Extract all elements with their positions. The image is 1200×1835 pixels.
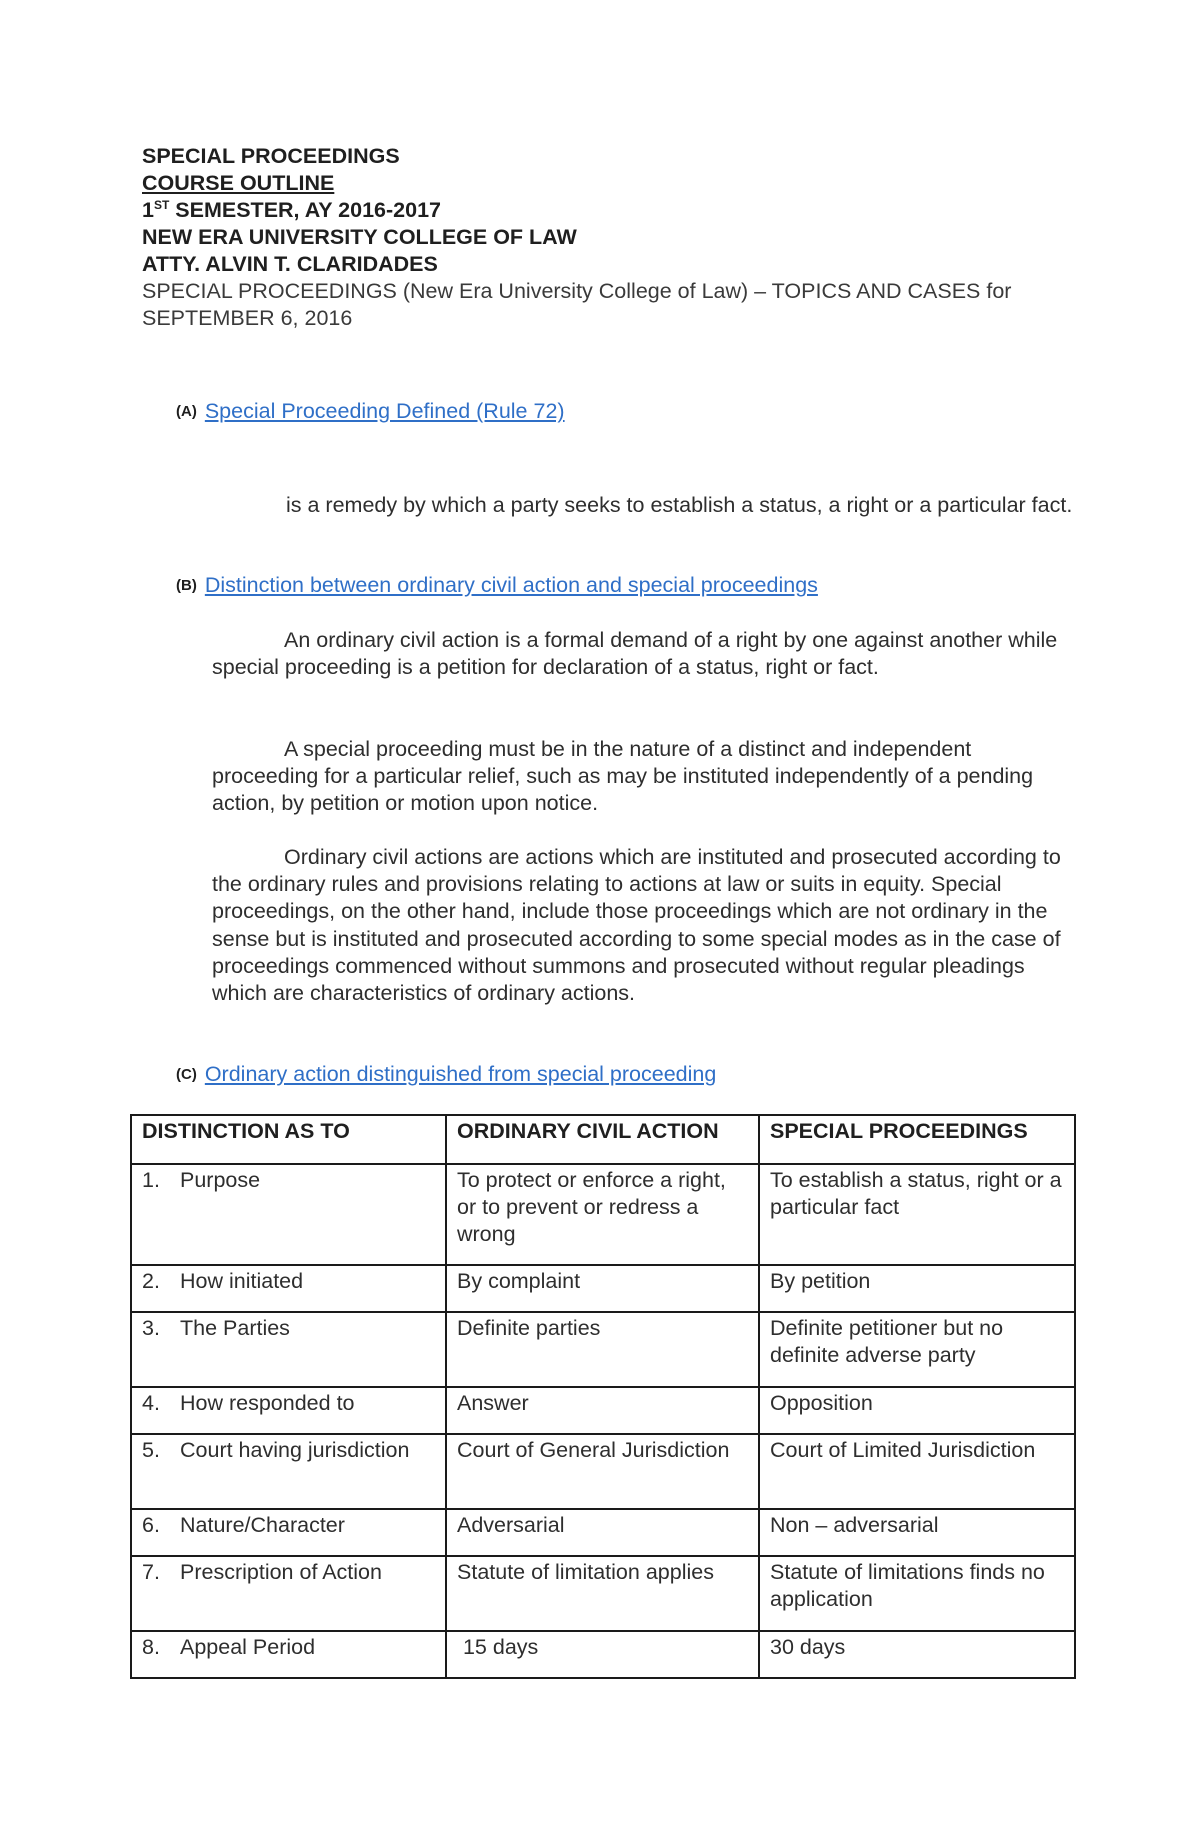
cell-ordinary: Adversarial [446,1509,759,1556]
cell-special: To establish a status, right or a particular fact [759,1164,1075,1265]
row-item: How responded to [180,1391,355,1415]
cell-special: Opposition [759,1387,1075,1434]
section-b-heading [176,572,818,599]
cell-ordinary: By complaint [446,1265,759,1312]
course-title: SPECIAL PROCEEDINGS [142,144,400,168]
table-row [131,1387,1075,1434]
row-item: Prescription of Action [180,1560,382,1584]
section-c-link[interactable]: Ordinary action distinguished from special proceeding [204,1062,717,1086]
cell-ordinary: Definite parties [446,1312,759,1387]
table-row [131,1265,1075,1312]
course-outline-heading: COURSE OUTLINE [142,171,335,195]
row-number: 5. [142,1438,160,1462]
cell-special: Court of Limited Jurisdiction [759,1434,1075,1509]
cell-ordinary: Court of General Jurisdiction [446,1434,759,1509]
table-row [131,1164,1075,1265]
cell-distinction [131,1631,446,1678]
cell-ordinary: To protect or enforce a right, or to prevent or redress a wrong [446,1164,759,1265]
section-b-paragraph-3 [212,844,1072,1007]
section-a-heading [176,398,565,425]
section-b-text-3: Ordinary civil actions are actions which are instituted and prosecuted according to the ordinary rules and provisions relating to actions at law or suits in equity. Special proceedings, on the other hand, include those proceedings which are not ordinary in the sense but is instituted and prosecuted according to some special modes as in the case of proceedings commenced without summons and prosecuted without regular pleadings which are characteristics of ordinary actions. [212,845,1061,1006]
cell-special: Definite petitioner but no definite adverse party [759,1312,1075,1387]
section-b-link[interactable]: Distinction between ordinary civil action and special proceedings [204,573,818,597]
table-row [131,1556,1075,1631]
cell-distinction [131,1387,446,1434]
document-header [142,143,1082,332]
row-item: Purpose [180,1168,261,1192]
row-number: 7. [142,1560,160,1584]
section-c-label: (C) [176,1066,197,1083]
section-b-paragraph-1 [212,627,1072,681]
section-b-label: (B) [176,577,197,594]
cell-special: Non – adversarial [759,1509,1075,1556]
table-row [131,1312,1075,1387]
section-b-paragraph-2 [212,736,1072,818]
table-row [131,1434,1075,1509]
cell-distinction [131,1164,446,1265]
row-item: Court having jurisdiction [180,1438,410,1462]
header-ordinary: ORDINARY CIVIL ACTION [446,1115,759,1164]
semester-number: 1 [142,198,154,222]
header-distinction: DISTINCTION AS TO [131,1115,446,1164]
row-number: 6. [142,1513,160,1537]
section-a-paragraph [214,492,1074,519]
semester-ordinal: ST [153,197,170,212]
cell-ordinary: Statute of limitation applies [446,1556,759,1631]
header-special: SPECIAL PROCEEDINGS [759,1115,1075,1164]
row-number: 8. [142,1635,160,1659]
cell-distinction [131,1265,446,1312]
row-item: The Parties [180,1316,290,1340]
semester-text: SEMESTER, AY 2016-2017 [169,198,442,222]
distinction-table [130,1114,1076,1679]
section-b-text-1: An ordinary civil action is a formal demand of a right by one against another while special proceeding is a petition for declaration of a status, right or fact. [212,628,1058,680]
cell-ordinary: Answer [446,1387,759,1434]
section-b-text-2: A special proceeding must be in the nature of a distinct and independent proceeding for a particular relief, such as may be instituted independently of a pending action, by petition or motion upon notice. [212,737,1034,816]
cell-distinction [131,1434,446,1509]
row-number: 3. [142,1316,160,1340]
table-row [131,1509,1075,1556]
row-number: 2. [142,1269,160,1293]
cell-ordinary: 15 days [446,1631,759,1678]
section-a-link[interactable]: Special Proceeding Defined (Rule 72) [204,399,565,423]
cell-distinction [131,1509,446,1556]
cell-special: Statute of limitations finds no application [759,1556,1075,1631]
cell-distinction [131,1312,446,1387]
topics-subtitle: SPECIAL PROCEEDINGS (New Era University College of Law) – TOPICS AND CASES for SEPTEMBER 6, 2016 [142,279,1012,330]
section-a-text: is a remedy by which a party seeks to establish a status, a right or a particular fact. [286,493,1073,517]
row-number: 1. [142,1168,160,1192]
semester-line [142,197,1082,224]
row-number: 4. [142,1391,160,1415]
section-a-label: (A) [176,403,197,420]
cell-distinction [131,1556,446,1631]
instructor-name: ATTY. ALVIN T. CLARIDADES [142,252,438,276]
row-item: Nature/Character [180,1513,345,1537]
section-c-heading [176,1061,716,1088]
cell-special: 30 days [759,1631,1075,1678]
cell-special: By petition [759,1265,1075,1312]
row-item: How initiated [180,1269,304,1293]
row-item: Appeal Period [180,1635,316,1659]
table-header-row [131,1115,1075,1164]
school-name: NEW ERA UNIVERSITY COLLEGE OF LAW [142,225,577,249]
table-row [131,1631,1075,1678]
